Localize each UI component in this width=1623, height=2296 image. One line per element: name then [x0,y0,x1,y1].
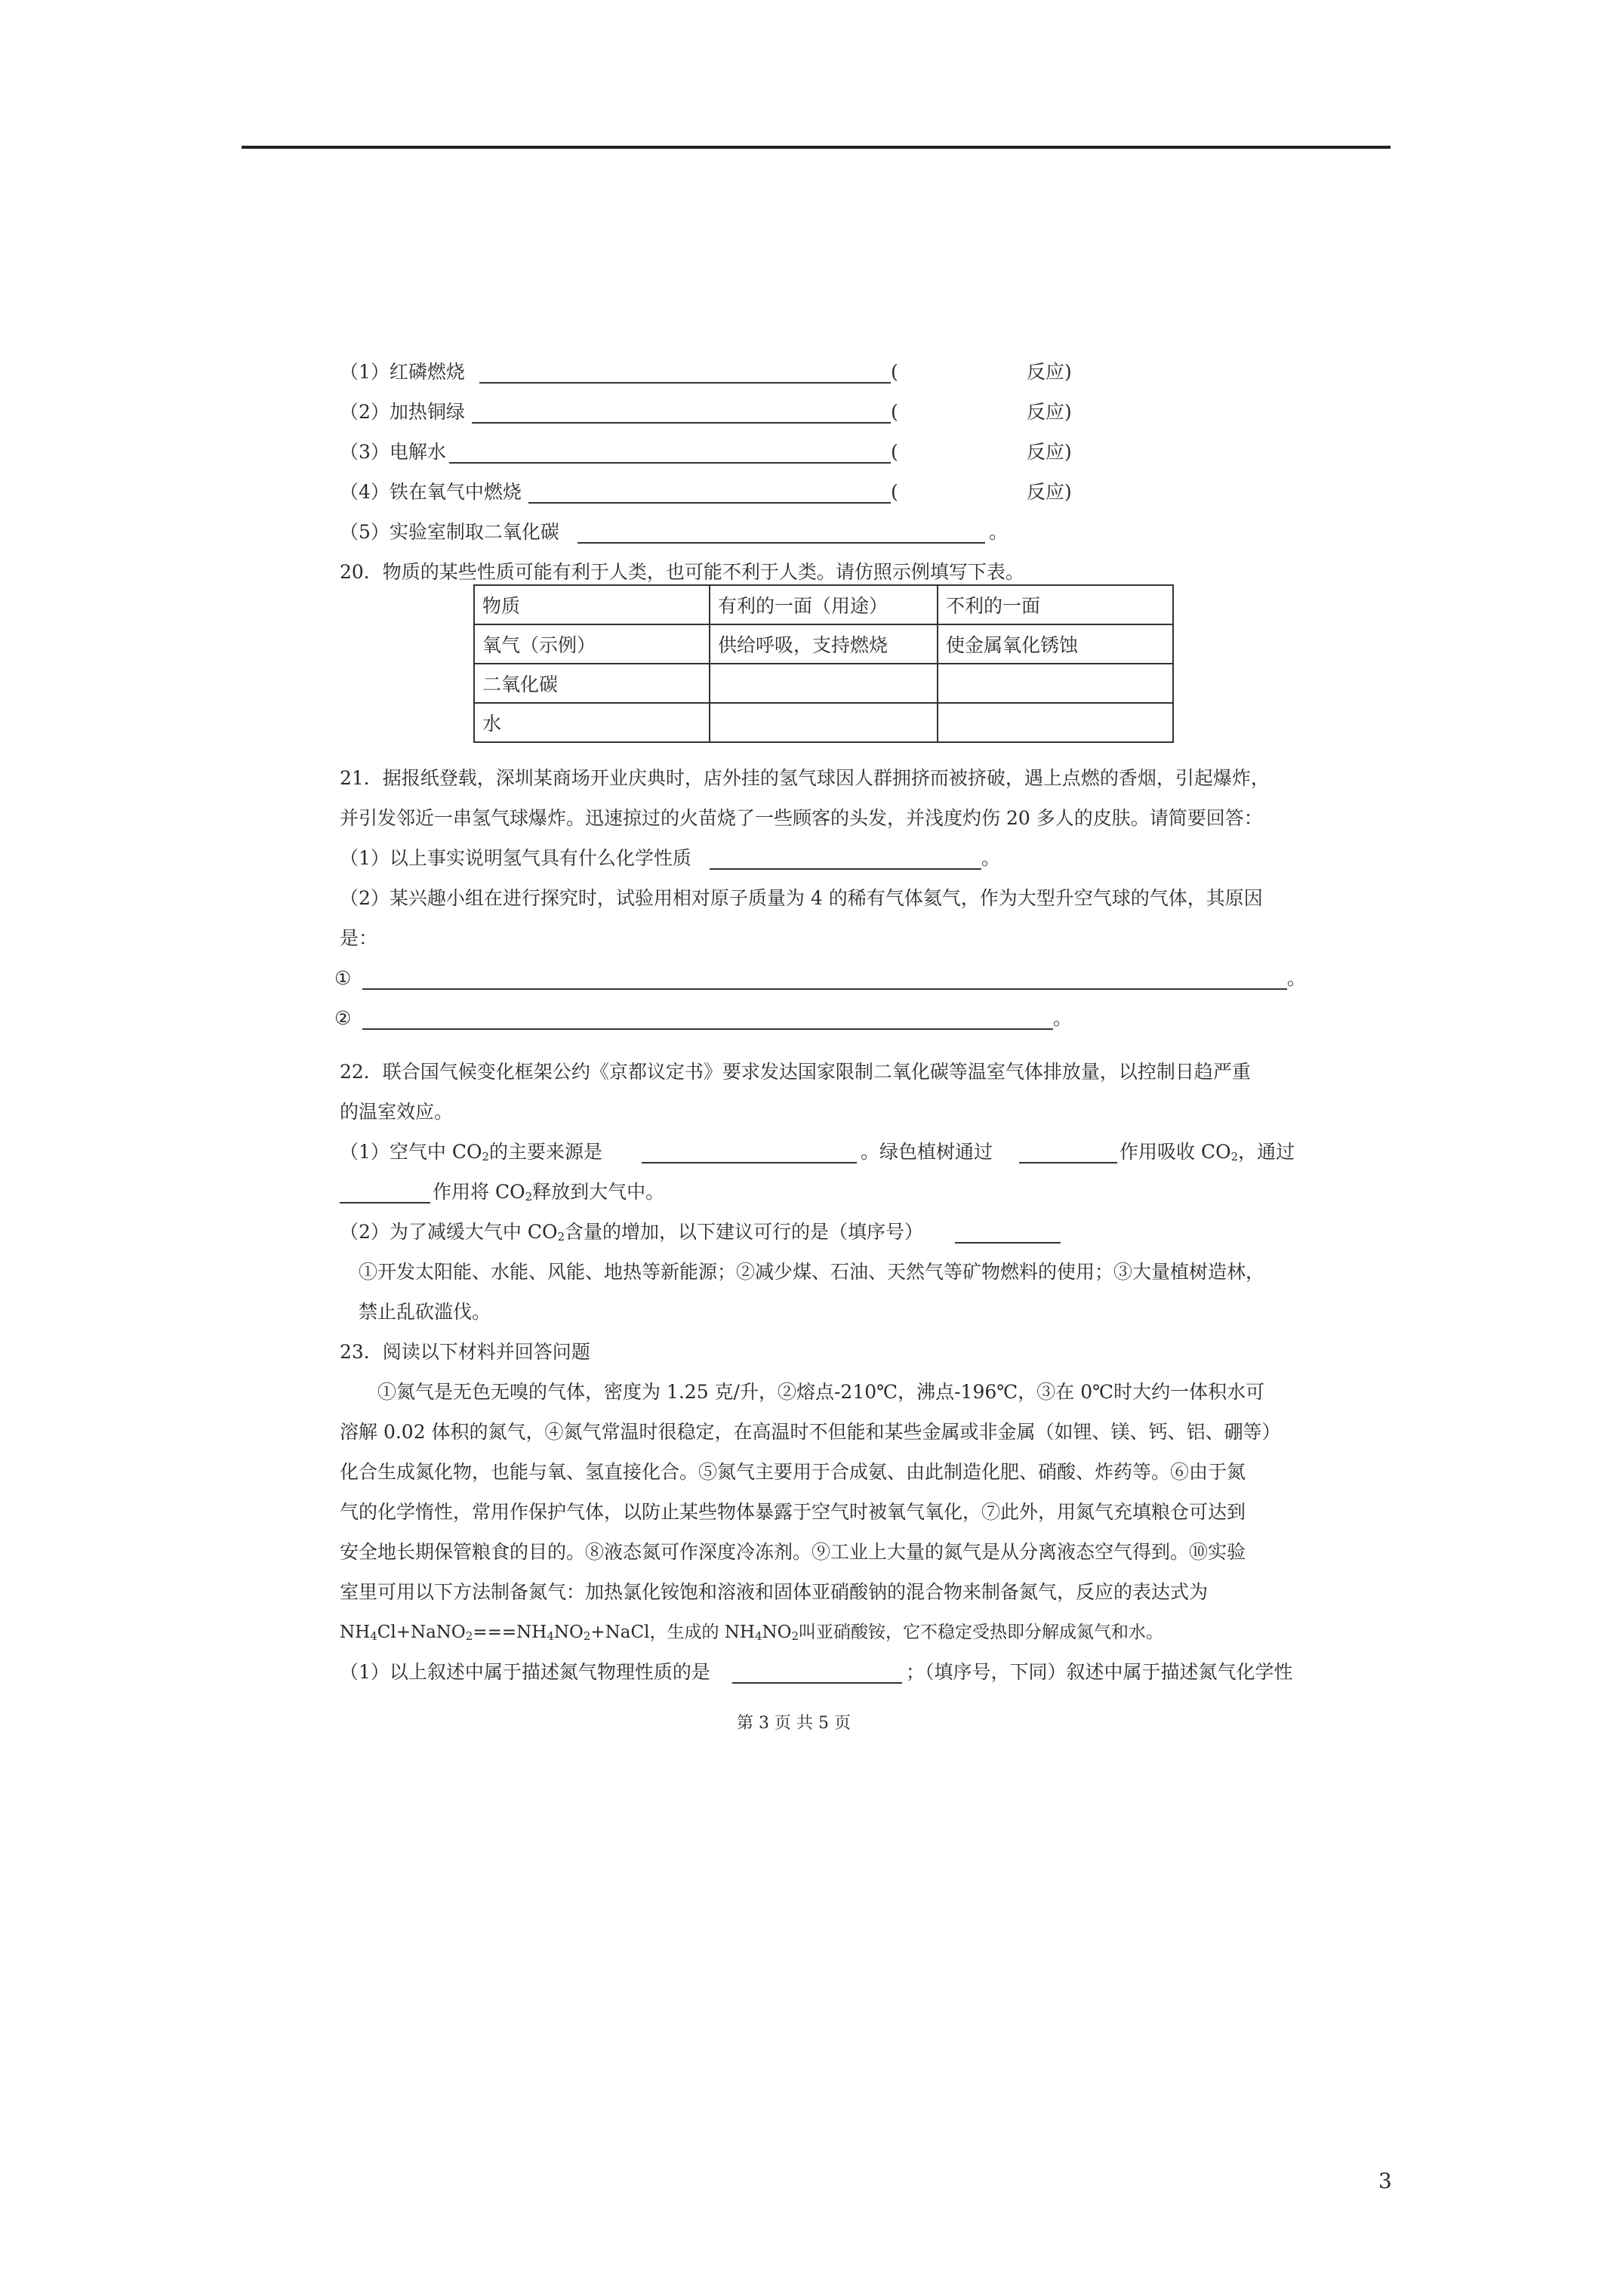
table-cell: 使金属氧化锈蚀 [938,624,1173,664]
page-number: 3 [1378,2168,1392,2193]
table-row [474,624,1173,664]
q22-sub1-mid: 。绿色植树通过 [861,1141,993,1163]
q22-line-1: 22．联合国气候变化框架公约《京都议定书》要求发达国家限制二氧化碳等温室气体排放量，以控制日趋严重 [340,1061,1251,1083]
q19-item-5-blank[interactable] [577,542,985,544]
q19-item-2-label: （2）加热铜绿 [340,401,465,423]
q22-release-blank[interactable] [340,1202,430,1203]
q21-blank-2-end: 。 [1053,1007,1073,1029]
q22-source-blank[interactable] [642,1162,857,1163]
q22-absorb-blank[interactable] [1019,1162,1117,1163]
header-rule [242,146,1390,149]
q23-sub1-a: （1）以上叙述中属于描述氮气物理性质的是 [340,1661,710,1683]
table-cell-input[interactable] [938,664,1173,703]
table-header-cell: 不利的一面 [938,585,1173,624]
q22-sub2-line: （2）为了减缓大气中 $CO_2$含量的增加，以下建议可行的是（填序号） [340,1221,924,1244]
q19-item-5-end: 。 [989,521,1009,543]
q19-item-3-label: （3）电解水 [340,441,446,463]
table-header-row [474,585,1173,624]
q19-item-1-label: （1）红磷燃烧 [340,361,465,383]
q23-paragraph-line-1: ①氮气是无色无嗅的气体，密度为 1.25 克/升，②熔点-210℃，沸点-196℃，③在 0℃时大约一体积水可 [377,1381,1265,1403]
q22-sub2-blank[interactable] [955,1242,1061,1244]
q19-item-1-blank[interactable] [479,382,891,384]
q21-line-1: 21．据报纸登载，深圳某商场开业庆典时，店外挂的氢气球因人群拥挤而被挤破，遇上点燃的香烟，引起爆炸， [340,767,1270,789]
q23-paragraph-line-3: 化合生成氮化物，也能与氧、氢直接化合。⑤氮气主要用于合成氨、由此制造化肥、硝酸、炸药等。⑥由于氮 [340,1461,1246,1483]
q23-paragraph-line-4: 气的化学惰性，常用作保护气体，以防止某些物体暴露于空气时被氧气氧化，⑦此外，用氮气充填粮仓可达到 [340,1501,1246,1523]
q19-item-2-paren-open: ( [891,401,898,423]
table-cell-input[interactable] [938,703,1173,742]
q23-equation-line: $NH_4Cl+NaNO_2===NH_4NO_2+NaCl$，生成的 $NH_4NO_2$叫亚硝酸铵，它不稳定受热即分解成氮气和水。 [340,1623,1164,1643]
q21-sub1-end: 。 [981,847,1001,869]
q23-paragraph-line-5: 安全地长期保管粮食的目的。⑧液态氮可作深度冷冻剂。⑨工业上大量的氮气是从分离液态空气得到。⑩实验 [340,1541,1246,1563]
q19-item-1-paren-close: 反应) [1027,361,1072,383]
table-cell-input[interactable] [710,703,938,742]
table-cell: 氧气（示例） [474,624,710,664]
table-row [474,703,1173,742]
q19-item-3-paren-open: ( [891,441,898,463]
q19-item-4-label: （4）铁在氧气中燃烧 [340,481,522,503]
q20-intro: 20．物质的某些性质可能有利于人类，也可能不利于人类。请仿照示例填写下表。 [340,561,1024,583]
q21-sub1: （1）以上事实说明氢气具有什么化学性质 [340,847,691,869]
q23-physical-blank[interactable] [732,1682,902,1684]
q19-item-2-blank[interactable] [472,422,891,424]
table-header-cell: 物质 [474,585,710,624]
page-footer-label: 第 3 页 共 5 页 [737,1714,851,1733]
q21-blank-1[interactable] [362,988,1287,990]
q21-blank-2-label: ② [334,1007,352,1029]
q21-blank-2[interactable] [362,1028,1053,1030]
q19-item-4-paren-close: 反应) [1027,481,1072,503]
q23-paragraph-line-2: 溶解 0.02 体积的氮气，④氮气常温时很稳定，在高温时不但能和某些金属或非金属（如锂、镁、钙、铝、硼等） [340,1421,1281,1443]
q22-line-2: 的温室效应。 [340,1101,454,1123]
table-cell: 供给呼吸，支持燃烧 [710,624,938,664]
q21-sub1-blank[interactable] [710,868,981,870]
q21-blank-1-end: 。 [1287,967,1307,989]
q19-item-3-paren-close: 反应) [1027,441,1072,463]
q21-blank-1-label: ① [334,967,352,989]
table-cell-input[interactable] [710,664,938,703]
q22-options-line-1: ①开发太阳能、水能、风能、地热等新能源；②减少煤、石油、天然气等矿物燃料的使用；③大量植树造林， [359,1261,1265,1283]
q23-paragraph-line-6: 室里可用以下方法制备氮气：加热氯化铵饱和溶液和固体亚硝酸钠的混合物来制备氮气，反应的表达式为 [340,1581,1209,1603]
q22-sub1-line: （1）空气中 $CO_2$的主要来源是 [340,1141,603,1163]
q19-item-3-blank[interactable] [449,462,891,464]
q22-sub1-tail: 作用吸收 $CO_2$，通过 [1119,1141,1295,1163]
q22-sub1-line-2: 作用将 $CO_2$释放到大气中。 [433,1181,665,1203]
q21-line-2: 并引发邻近一串氢气球爆炸。迅速掠过的火苗烧了一些顾客的头发，并浅度灼伤 20 多人的皮肤。请简要回答： [340,807,1263,829]
q19-item-5-label: （5）实验室制取二氧化碳 [340,521,559,543]
q19-item-4-blank[interactable] [528,502,891,504]
q22-options-line-2: 禁止乱砍滥伐。 [359,1301,491,1323]
q21-sub2-line-1: （2）某兴趣小组在进行探究时，试验用相对原子质量为 4 的稀有气体氦气，作为大型升空气球的气体，其原因 [340,887,1263,909]
q21-sub2-line-2: 是： [340,927,378,949]
table-header-cell: 有利的一面（用途） [710,585,938,624]
q23-sub1-b: ；（填序号，下同）叙述中属于描述氮气化学性 [906,1661,1293,1683]
table-row [474,664,1173,703]
q19-item-2-paren-close: 反应) [1027,401,1072,423]
table-cell: 水 [474,703,710,742]
q19-item-4-paren-open: ( [891,481,898,503]
q19-item-1-paren-open: ( [891,361,898,383]
properties-table [473,584,1174,743]
q23-title: 23．阅读以下材料并回答问题 [340,1341,590,1363]
table-cell: 二氧化碳 [474,664,710,703]
